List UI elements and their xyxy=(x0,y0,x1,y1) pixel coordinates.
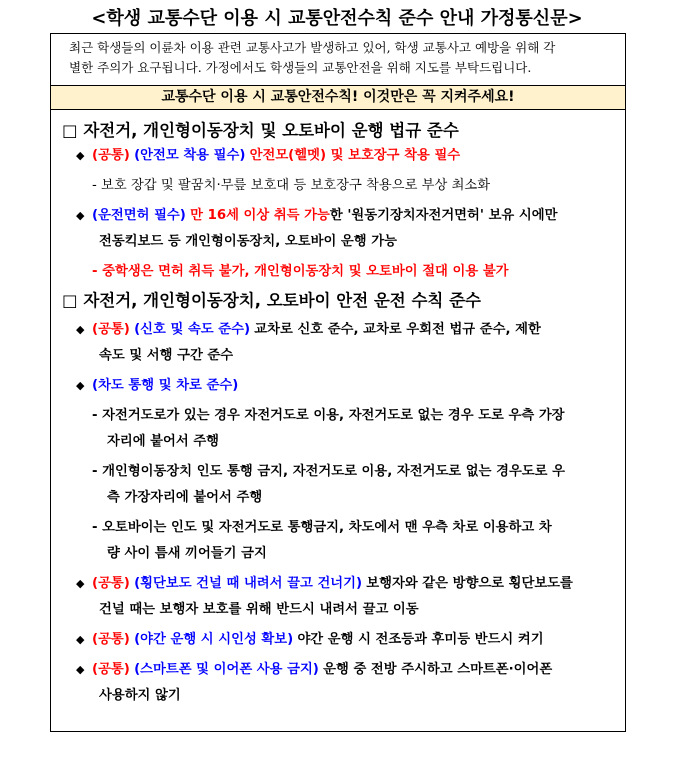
s2-sub-1-line1: - 자전거도로가 있는 경우 자전거도로 이용, 자전거도로 없는 경우 도로 우측 가장 xyxy=(92,408,565,423)
s1-bullet-2-cont: 전동킥보드 등 개인형이동장치, 오토바이 운행 가능 xyxy=(99,234,397,249)
s2-bullet-2: ◆ (차도 통행 및 차로 준수) xyxy=(76,376,238,396)
section1-heading: □ 자전거, 개인형이동장치 및 오토바이 운행 법규 준수 xyxy=(62,121,459,140)
s2-sub-3-line1: - 오토바이는 인도 및 자전거도로 통행금지, 차도에서 맨 우측 차로 이용하고 차 xyxy=(92,520,552,535)
s2-sub-2-line1: - 개인형이동장치 인도 통행 금지, 자전거도로 이용, 자전거도로 없는 경우도로 우 xyxy=(92,464,565,479)
section2-heading: □ 자전거, 개인형이동장치, 오토바이 안전 운전 수칙 준수 xyxy=(62,291,481,310)
intro-line-1: 최근 학생들의 이륜차 이용 관련 교통사고가 발생하고 있어, 학생 교통사고 예방을 위해 각 xyxy=(69,40,556,55)
s2-bullet-5: ◆ (공통) (스마트폰 및 이어폰 사용 금지) 운행 중 전방 주시하고 스마트폰·이어폰 xyxy=(76,660,552,680)
page-title: <학생 교통수단 이용 시 교통안전수칙 준수 안내 가정통신문> xyxy=(91,8,583,29)
s2-bullet-4: ◆ (공통) (야간 운행 시 시인성 확보) 야간 운행 시 전조등과 후미등 반드시 켜기 xyxy=(76,630,544,650)
diamond-bullet-icon: ◆ xyxy=(76,209,85,222)
s1-bullet-1-sub: - 보호 장갑 및 팔꿈치·무릎 보호대 등 보호장구 착용으로 부상 최소화 xyxy=(92,178,491,193)
diamond-bullet-icon: ◆ xyxy=(76,663,85,676)
s2-bullet-3: ◆ (공통) (횡단보도 건널 때 내려서 끌고 건너기) 보행자와 같은 방향으로 횡단보도를 xyxy=(76,574,573,594)
diamond-bullet-icon: ◆ xyxy=(76,379,85,392)
s2-bullet-5-cont: 사용하지 않기 xyxy=(99,688,181,703)
s2-bullet-3-cont: 건널 때는 보행자 보호를 위해 반드시 내려서 끌고 이동 xyxy=(99,602,419,617)
intro-line-2: 별한 주의가 요구됩니다. 가정에서도 학생들의 교통안전을 위해 지도를 부탁드립니다. xyxy=(69,60,532,75)
s2-sub-1-line2: 자리에 붙어서 주행 xyxy=(107,434,220,449)
s1-bullet-2-sub: - 중학생은 면허 취득 불가, 개인형이동장치 및 오토바이 절대 이용 불가 xyxy=(92,264,509,279)
diamond-bullet-icon: ◆ xyxy=(76,633,85,646)
banner: 교통수단 이용 시 교통안전수칙! 이것만은 꼭 지켜주세요! xyxy=(51,86,625,110)
diamond-bullet-icon: ◆ xyxy=(76,577,85,590)
s2-sub-3-line2: 량 사이 틈새 끼어들기 금지 xyxy=(107,546,267,561)
s1-bullet-1: ◆ (공통) (안전모 착용 필수) 안전모(헬멧) 및 보호장구 착용 필수 xyxy=(76,146,460,166)
intro-box xyxy=(51,34,625,86)
diamond-bullet-icon: ◆ xyxy=(76,323,85,336)
s2-bullet-1: ◆ (공통) (신호 및 속도 준수) 교차로 신호 준수, 교차로 우회전 법규 준수, 제한 xyxy=(76,320,541,340)
s2-sub-2-line2: 측 가장자리에 붙어서 주행 xyxy=(107,490,263,505)
s2-bullet-1-cont: 속도 및 서행 구간 준수 xyxy=(99,348,234,363)
diamond-bullet-icon: ◆ xyxy=(76,149,85,162)
s1-bullet-2: ◆ (운전면허 필수) 만 16세 이상 취득 가능한 '원동기장치자전거면허' 보유 시에만 xyxy=(76,206,557,226)
